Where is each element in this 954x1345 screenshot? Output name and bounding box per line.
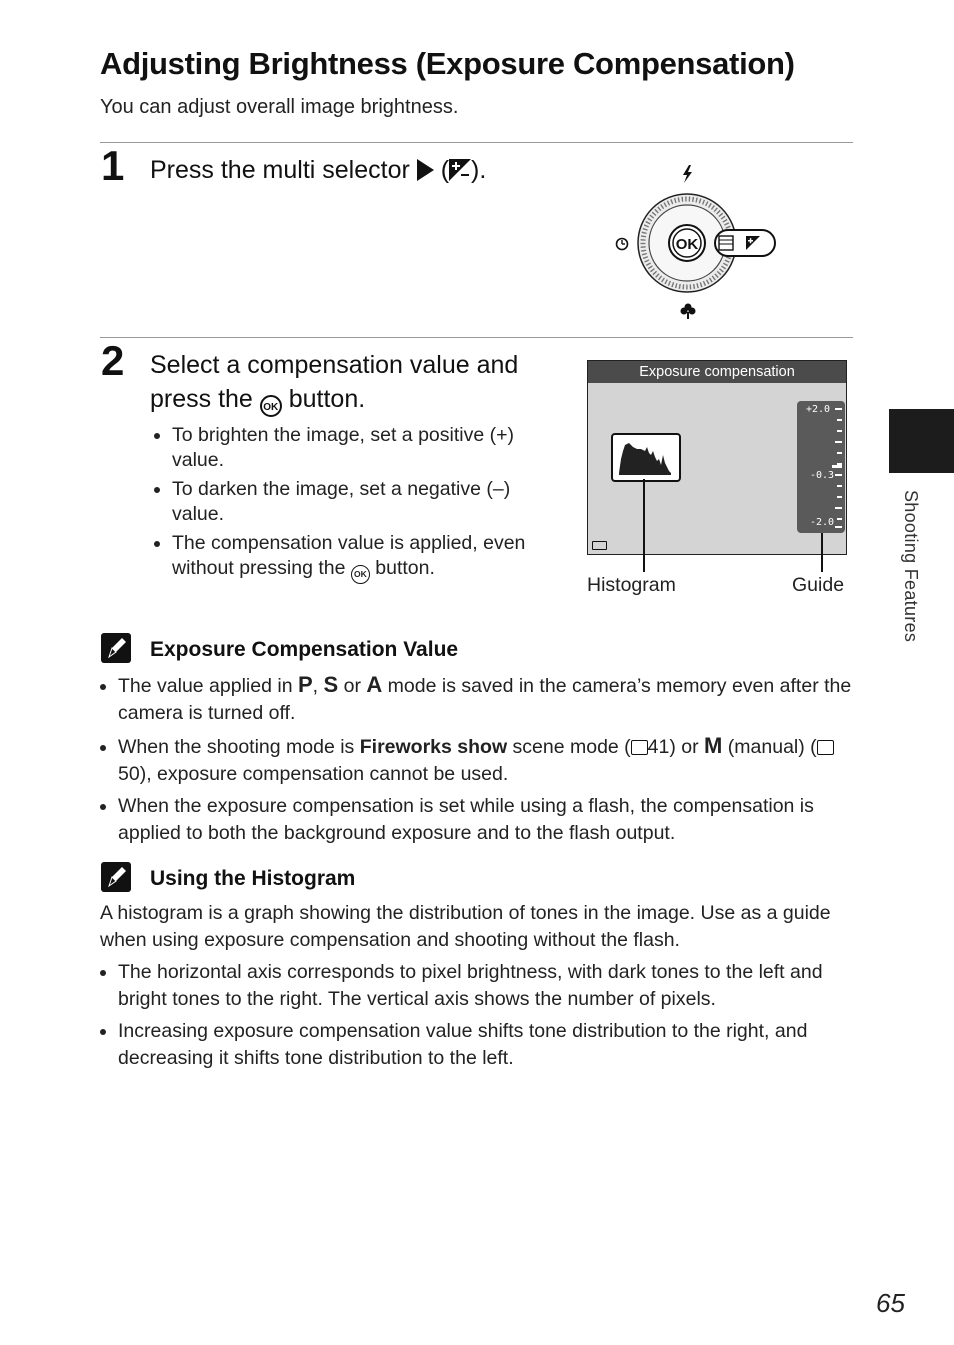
note1-b2-before: When the shooting mode is [118, 736, 360, 758]
mode-a-icon: A [366, 672, 383, 697]
guide-top-label: +2.0 [806, 404, 831, 415]
step2-line2 [150, 382, 518, 417]
note1-b2-after: ), exposure compensation cannot be used. [139, 763, 509, 785]
note1-sep1: , [312, 675, 324, 697]
note2-heading: Using the Histogram [150, 867, 356, 890]
step1-text [150, 153, 486, 187]
note-pencil-icon [101, 862, 131, 892]
screen-header: Exposure compensation [588, 361, 846, 383]
note1-bullet-1 [118, 671, 855, 727]
note1-b2-mid3: (manual) ( [722, 736, 817, 758]
mode-s-icon: S [323, 672, 339, 697]
step2-bullet: • To darken the image, set a negative (–) value. [172, 477, 550, 527]
note2-bullets [100, 959, 855, 1076]
histogram-box [611, 433, 681, 482]
step2-line1: Select a compensation value and [150, 351, 519, 379]
note-pencil-icon [101, 633, 131, 663]
multi-selector-diagram [605, 155, 785, 330]
flash-icon [683, 165, 692, 183]
divider-mid [100, 337, 853, 338]
note1-b2-mid1: scene mode ( [507, 736, 631, 758]
exposure-compensation-icon [449, 159, 471, 181]
guide-callout-label: Guide [792, 574, 845, 596]
note1-ref-41[interactable]: 41 [647, 736, 670, 758]
guide-ticks [797, 401, 845, 533]
note2-paragraph: A histogram is a graph showing the distribution of tones in the image. Use as a guide when using exposure compensation and shooting without the flash. [100, 902, 831, 951]
page-title: Adjusting Brightness (Exposure Compensation) [100, 46, 795, 81]
selector-ok-label: OK [675, 236, 699, 253]
step2-number: 2 [101, 337, 125, 384]
intro-text: You can adjust overall image brightness. [100, 96, 459, 118]
note1-bullet-2 [118, 732, 855, 788]
step2-line2-after: button. [281, 385, 366, 413]
book-reference-icon [631, 740, 648, 755]
fireworks-show-label: Fireworks show [359, 736, 508, 758]
book-reference-icon [817, 740, 834, 755]
chapter-side-label: Shooting Features [901, 490, 921, 643]
step1-text-before: Press the multi selector [150, 156, 417, 184]
mode-m-icon: M [704, 733, 723, 758]
step2-bullets [150, 423, 550, 588]
note1-bullets [100, 671, 855, 851]
step2-heading [150, 348, 518, 417]
ok-button-icon: OK [260, 395, 282, 417]
step2-bullet3-after: button. [369, 557, 435, 579]
step2-bullet: • To brighten the image, set a positive (+) value. [172, 423, 550, 473]
histogram-callout-label: Histogram [587, 574, 676, 596]
guide-mid-label: -0.3 [810, 470, 835, 481]
step2-bullet [172, 531, 550, 584]
page-number: 65 [876, 1288, 905, 1318]
note1-b1-after: mode is saved in the camera’s memory even after the camera is turned off. [118, 675, 852, 724]
chapter-tab[interactable] [889, 409, 954, 473]
step1-number: 1 [101, 142, 125, 189]
note2-bullet: • Increasing exposure compensation value shifts tone distribution to the right, and decreasing it shifts tone distribution to the left. [118, 1018, 855, 1072]
note1-b1-before: The value applied in [118, 675, 298, 697]
macro-icon [681, 304, 696, 320]
note1-ref-50[interactable]: 50 [118, 763, 140, 785]
mode-p-icon: P [297, 672, 313, 697]
guide-bar [797, 401, 845, 533]
divider-top [100, 142, 853, 143]
guide-callout-line [821, 533, 823, 572]
self-timer-icon [617, 239, 628, 250]
right-triangle-icon [417, 159, 434, 181]
guide-bottom-label: -2.0 [810, 517, 835, 528]
step2-bullet3-before: The compensation value is applied, even without pressing the [172, 532, 526, 579]
step1-paren-close: ). [471, 156, 487, 184]
step2-line2-before: press the [150, 385, 260, 413]
note1-bullet-3: • When the exposure compensation is set while using a flash, the compensation is applied to both the background exposure and to the flash output. [118, 793, 855, 847]
note1-sep2: or [338, 675, 367, 697]
battery-icon [592, 541, 607, 550]
note2-bullet: • The horizontal axis corresponds to pixel brightness, with dark tones to the left and bright tones to the right. The vertical axis shows the number of pixels. [118, 959, 855, 1013]
histogram-callout-line [643, 479, 645, 572]
histogram-graph [615, 437, 677, 478]
camera-screen [587, 360, 847, 555]
note1-heading: Exposure Compensation Value [150, 638, 459, 661]
note1-b2-mid2: ) or [669, 736, 705, 758]
ok-button-icon: OK [351, 565, 370, 584]
step1-paren-open: ( [433, 156, 450, 184]
